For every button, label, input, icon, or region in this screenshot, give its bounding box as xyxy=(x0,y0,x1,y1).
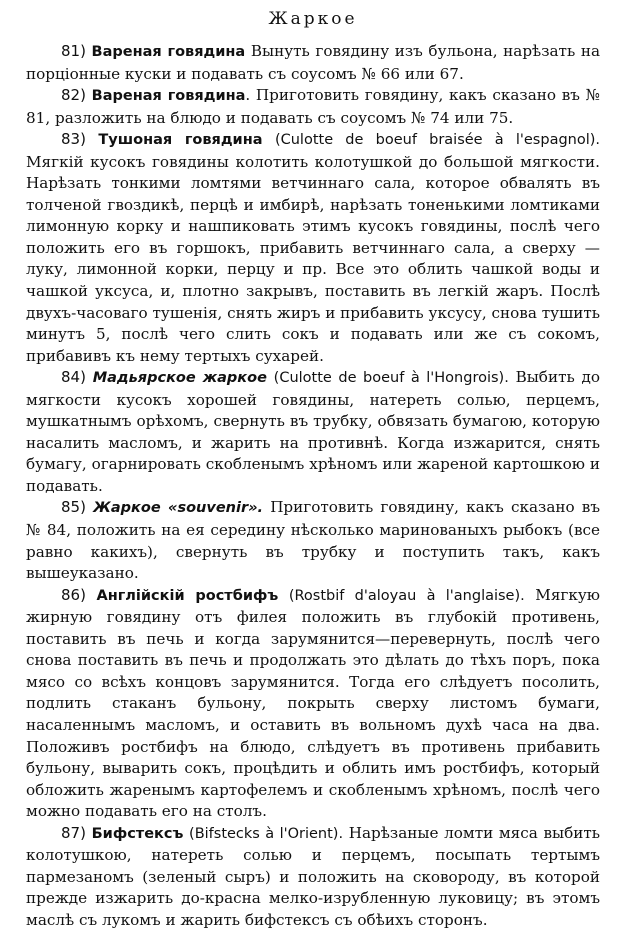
recipe-87 xyxy=(26,823,600,931)
recipe-number: 86) xyxy=(61,585,86,604)
recipe-number: 83) xyxy=(61,130,86,149)
recipe-text: Выбить до мягкости кусокъ хорошей говядины, натереть солью, перцемъ, мушкатнымъ орѣхомъ, свернуть въ трубку, обвязать бумагою, которую насалить масломъ, и жарить на противнѣ. Когда изжарится, снять бумагу, огарнировать скобленымъ хрѣномъ или жареной картошкою и подавать. xyxy=(26,368,600,495)
recipe-number: 87) xyxy=(61,823,86,842)
recipe-number: 84) xyxy=(61,368,86,387)
recipe-latin-name: (Culotte de boeuf à l'Hongrois). xyxy=(273,370,509,387)
recipe-text: . Приготовить говядину, какъ сказано въ № 81, разложить на блюдо и подавать съ соусомъ № 74 или 75. xyxy=(26,86,600,127)
recipe-name: Бифстексъ xyxy=(91,825,184,842)
recipe-81 xyxy=(26,41,600,85)
recipe-text: Вынуть говядину изъ бульона, нарѣзать на порціонные куски и подавать съ соусомъ № 66 или 67. xyxy=(26,42,600,83)
recipe-83 xyxy=(26,129,600,367)
page-title: Жаркое xyxy=(268,9,358,29)
recipe-number: 85) xyxy=(61,498,86,517)
recipe-86 xyxy=(26,585,600,823)
recipe-name: Вареная говядина xyxy=(91,44,246,60)
recipe-82 xyxy=(26,85,600,129)
recipe-text: Нарѣзаные ломти мяса выбить колотушкою, натереть солью и перцемъ, посыпать тертымъ пармезаномъ (зеленый сыръ) и положить на сковороду, въ которой прежде изжарить до-красна мелко-изрубленную луковицу; въ этомъ маслѣ съ лукомъ и жарить бифстексъ съ обѣихъ сторонъ. xyxy=(26,823,601,929)
recipe-name: Мадьярское жаркое xyxy=(92,370,267,387)
recipe-latin-name: (Rostbif d'aloyau à l'anglaise). xyxy=(288,587,525,604)
recipe-number: 81) xyxy=(61,42,86,60)
recipe-name: Вареная говядина xyxy=(91,88,246,105)
recipe-name: Жаркое «souvenir». xyxy=(93,500,264,517)
recipe-number: 82) xyxy=(61,86,86,105)
recipe-name: Англійскій ростбифъ xyxy=(96,587,279,604)
recipe-text: Мягкій кусокъ говядины колотить колотушкой до большой мягкости. Нарѣзать тонкими ломтями ветчиннаго сала, которое обвалять въ толченой гвоздикѣ, перцѣ и имбирѣ, нарѣзать тоненькими ломтиками лимонную корку и нашпиковать этимъ кусокъ говядины, послѣ чего положить его въ горшокъ, прибавить ветчиннаго сала, а сверху — луку, лимонной корки, перцу и пр. Все это облить чашкой воды и чашкой уксуса, и, плотно закрывъ, поставить въ легкій жаръ. Послѣ двухъ-часоваго тушенія, снять жиръ и прибавить уксусу, снова тушить минутъ 5, послѣ чего слить сокъ и подавать или же съ сокомъ, прибавивъ къ нему тертыхъ сухарей. xyxy=(26,152,600,365)
recipe-name: Тушоная говядина xyxy=(98,132,263,149)
recipe-85 xyxy=(26,497,600,584)
recipe-latin-name: (Culotte de boeuf braisée à l'espagnol). xyxy=(274,132,601,149)
recipe-text: Мягкую жирную говядину отъ филея положить въ глубокій противень, поставить въ печь и когда зарумянится—перевернуть, послѣ чего снова поставить въ печь и продолжать это дѣлать до тѣхъ поръ, пока мясо со всѣхъ концовъ зарумянится. Тогда его слѣдуетъ посолить, подлить стаканъ бульону, покрыть сверху листомъ бумаги, насаленнымъ масломъ, и оставить въ вольномъ духѣ часа на два. Положивъ ростбифъ на блюдо, слѣдуетъ въ противень прибавить бульону, выварить сокъ, процѣдить и облить имъ ростбифъ, который обложить жаренымъ картофелемъ и скобленымъ хрѣномъ, послѣ чего можно подавать его на столъ. xyxy=(26,585,601,821)
recipe-latin-name: (Bifsteсks à l'Orient). xyxy=(189,825,344,842)
recipe-text: Приготовить говядину, какъ сказано въ № 84, положить на ея середину нѣсколько маринованыхъ рыбокъ (все равно какихъ), свернуть въ трубку и поступить такъ, какъ вышеуказано. xyxy=(26,498,601,583)
recipe-84 xyxy=(26,367,600,497)
